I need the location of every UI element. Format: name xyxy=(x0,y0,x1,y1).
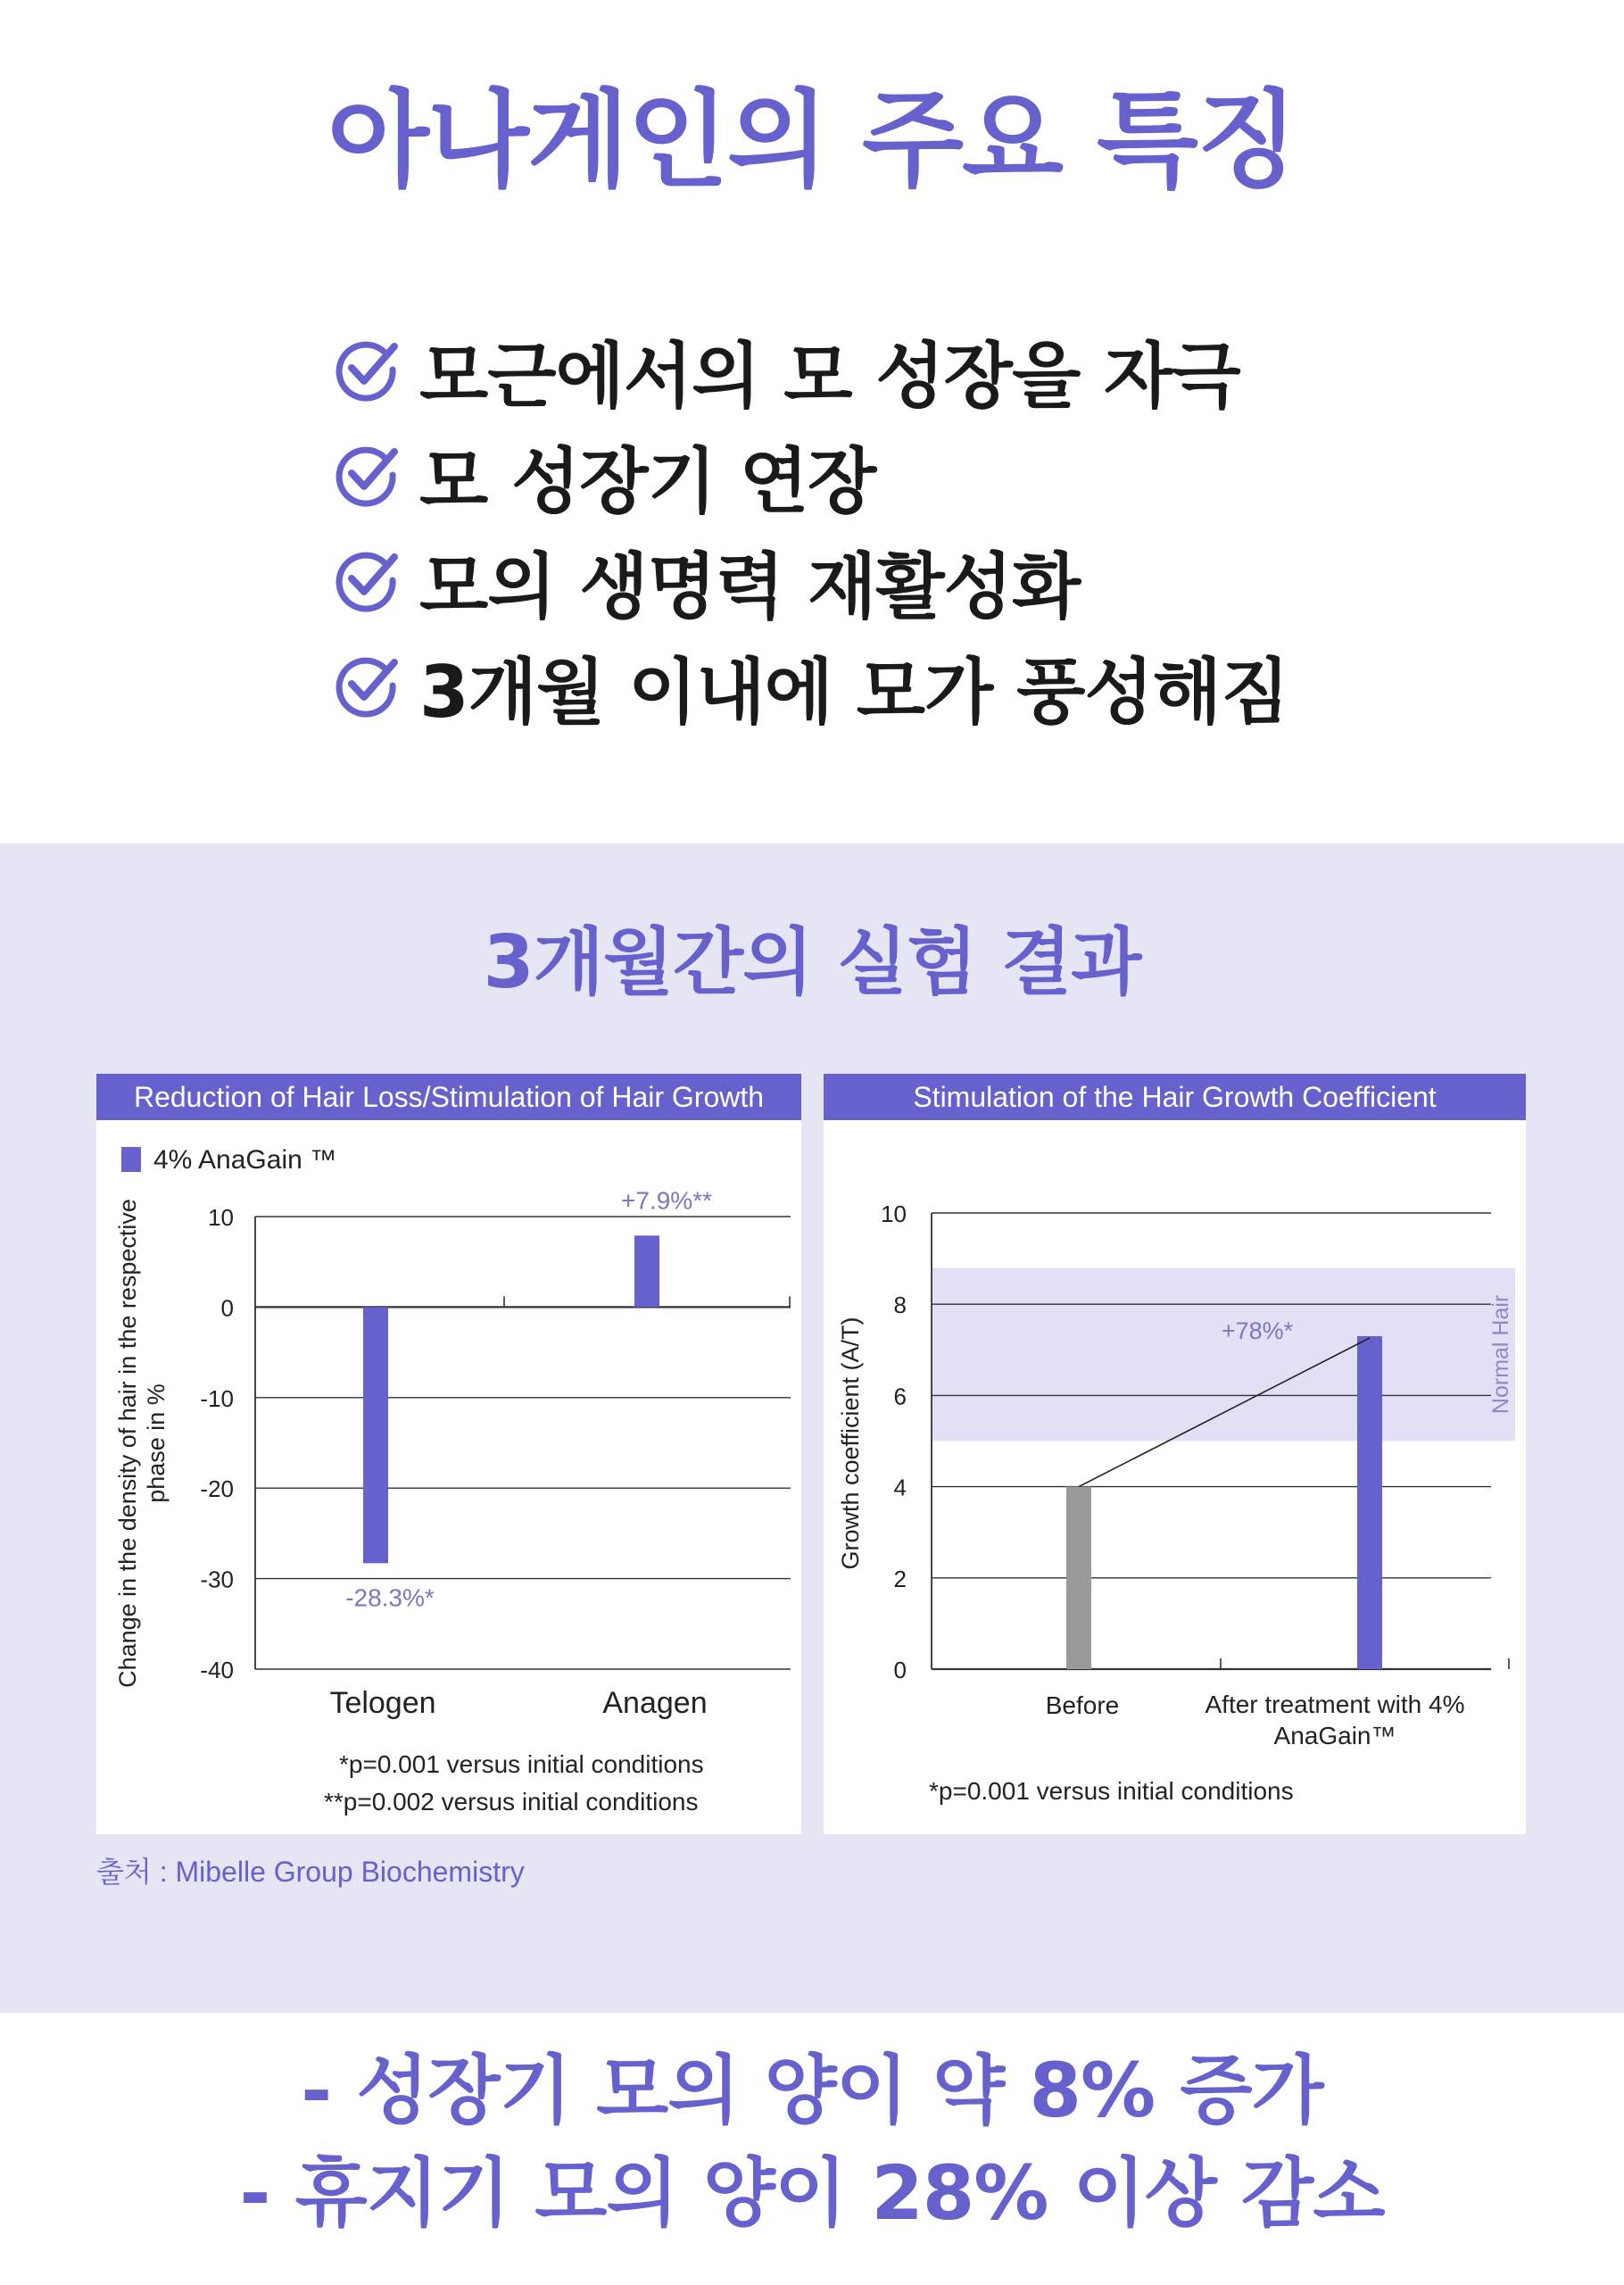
footnote: **p=0.002 versus initial conditions xyxy=(324,1788,699,1816)
y-tick-label: 0 xyxy=(893,1657,907,1683)
summary-line: - 휴지기 모의 양이 28% 이상 감소 xyxy=(239,2149,1385,2237)
feature-item xyxy=(332,422,1288,528)
check-circle-icon xyxy=(332,336,400,403)
hair-density-chart-svg xyxy=(96,1074,801,1834)
annotation-label: +78%* xyxy=(1221,1317,1294,1344)
check-circle-icon xyxy=(332,546,400,614)
feature-item xyxy=(332,633,1288,738)
bar xyxy=(1357,1336,1382,1669)
x-category-label: Before xyxy=(1045,1691,1120,1719)
bar xyxy=(634,1235,659,1307)
feature-item xyxy=(332,317,1288,422)
page-title: 아나게인의 주요 특징 xyxy=(327,79,1297,202)
y-axis-label xyxy=(114,1199,170,1688)
x-category-label: Anagen xyxy=(602,1686,708,1720)
x-category-label: AnaGain™ xyxy=(1273,1722,1396,1749)
x-category-label: Telogen xyxy=(329,1686,436,1720)
legend-swatch xyxy=(121,1147,141,1172)
x-category-label: After treatment with 4% xyxy=(1205,1691,1465,1718)
summary xyxy=(0,2040,1624,2245)
feature-text: 모 성장기 연장 xyxy=(419,439,876,523)
feature-text: 3개월 이내에 모가 풍성해짐 xyxy=(419,650,1289,734)
bar xyxy=(1066,1487,1091,1669)
feature-text: 모의 생명력 재활성화 xyxy=(419,544,1081,628)
check-circle-icon xyxy=(332,652,400,719)
bar xyxy=(363,1307,388,1563)
y-tick-label: 10 xyxy=(881,1201,907,1227)
y-tick-label: 6 xyxy=(893,1383,907,1410)
hair-density-chart xyxy=(96,1074,801,1834)
y-tick-label: 4 xyxy=(893,1474,907,1501)
y-tick-label: -10 xyxy=(200,1384,234,1412)
y-tick-label: 0 xyxy=(220,1294,234,1322)
data-label: -28.3%* xyxy=(345,1583,435,1612)
results-section xyxy=(0,843,1624,2013)
footnote: *p=0.001 versus initial conditions xyxy=(339,1750,704,1778)
y-axis-label-line: phase in % xyxy=(143,1383,170,1503)
feature-item xyxy=(332,528,1288,633)
source-credit: 출처 : Mibelle Group Biochemistry xyxy=(96,1856,525,1888)
y-tick-label: -40 xyxy=(200,1657,234,1683)
y-tick-label: 10 xyxy=(208,1204,234,1231)
y-axis-label-line: Change in the density of hair in the respective xyxy=(114,1199,141,1688)
feature-text: 모근에서의 모 성장을 자극 xyxy=(419,334,1240,418)
growth-coefficient-chart xyxy=(824,1074,1526,1834)
legend-label: 4% AnaGain ™ xyxy=(153,1145,337,1175)
y-tick-label: 8 xyxy=(893,1292,907,1319)
data-label: +7.9%** xyxy=(621,1186,712,1215)
normal-hair-band xyxy=(932,1267,1515,1441)
y-axis-label: Growth coefficient (A/T) xyxy=(837,1317,864,1570)
y-tick-label: -20 xyxy=(200,1475,234,1503)
growth-coefficient-chart-svg xyxy=(824,1074,1526,1834)
chart-title: Stimulation of the Hair Growth Coefficient xyxy=(824,1074,1526,1120)
y-tick-label: -30 xyxy=(200,1566,234,1593)
check-circle-icon xyxy=(332,441,400,509)
footnote: *p=0.001 versus initial conditions xyxy=(929,1777,1294,1805)
y-tick-label: 2 xyxy=(893,1565,907,1592)
chart-title: Reduction of Hair Loss/Stimulation of Hair Growth xyxy=(96,1074,801,1120)
feature-list xyxy=(332,317,1288,738)
results-title: 3개월간의 실험 결과 xyxy=(483,920,1141,1005)
band-label: Normal Hair xyxy=(1488,1294,1513,1415)
summary-line: - 성장기 모의 양이 약 8% 증가 xyxy=(301,2047,1323,2134)
